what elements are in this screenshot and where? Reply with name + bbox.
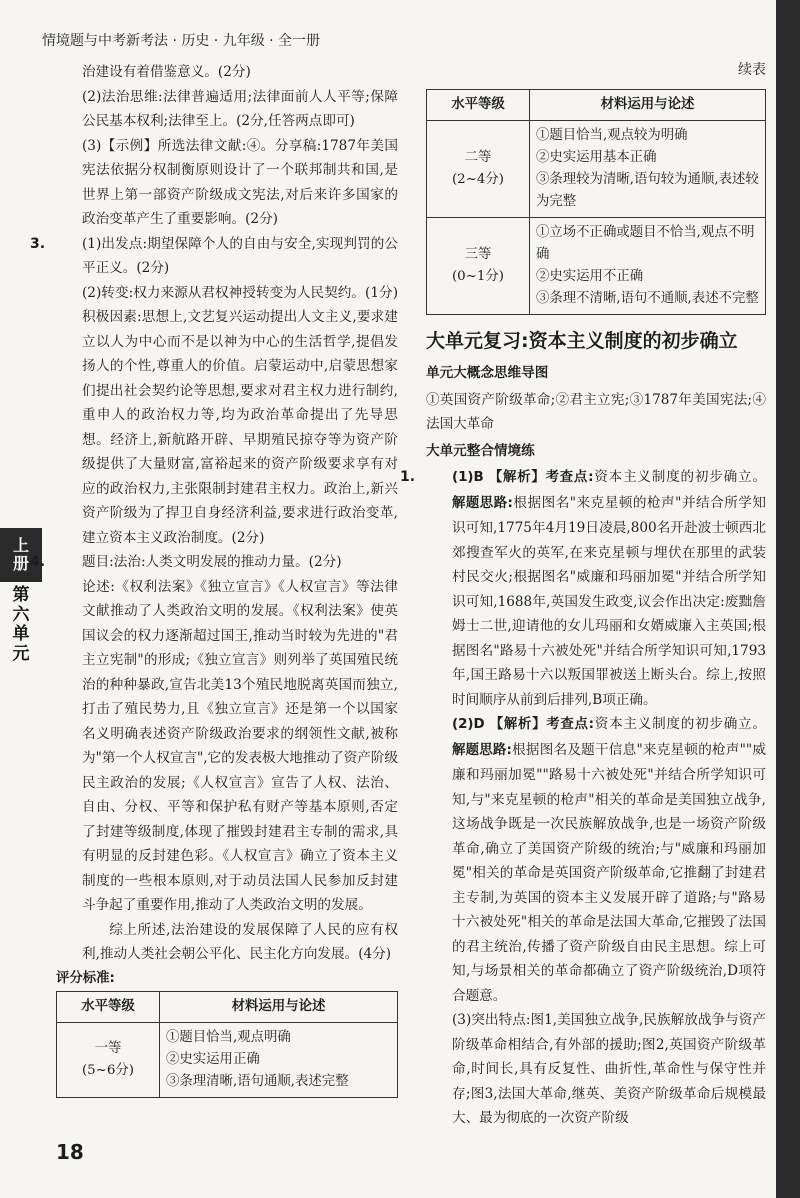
- analysis-text: 根据图名"来克星顿的枪声"并结合所学知识可知,1775年4月19日凌晨,800名开赴波士顿西北郊搜查军火的英军,在来克星顿与埋伏在那里的武装村民交火;根据图名"威廉和玛丽加冕"并结合所学知识可知,1688年,英国发生政变,议会作出决定:废黜詹姆士二世,迎请他的女儿玛丽和女婿威廉入主英国;根据图名"路易十六被处死"并结合所学知识可知,1793年,国王路易十六以叛国罪被送上断头台。综上,按照时间顺序从前到后排列,B项正确。: [452, 494, 766, 708]
- mindmap-text: ①英国资产阶级革命;②君主立宪;③1787年美国宪法;④法国大革命: [426, 391, 766, 432]
- unit-label: [0, 586, 42, 664]
- level-name: 二等: [464, 149, 492, 165]
- analysis-tag: 【解析】考查点:: [488, 470, 594, 485]
- table-row: [427, 217, 766, 314]
- idea-label: 解题思路:: [452, 742, 512, 758]
- criteria-item: ①题目恰当,观点较为明确: [536, 127, 688, 143]
- section-title: 大单元复习:资本主义制度的初步确立: [426, 329, 738, 352]
- left-column: [30, 60, 398, 1098]
- running-header: 情境题与中考新考法 · 历史 · 九年级 · 全一册: [42, 33, 321, 49]
- question-4: [30, 550, 398, 967]
- criteria-item: ③条理较为清晰,语句较为通顺,表述较为完整: [536, 171, 759, 209]
- question-3: [30, 232, 398, 551]
- table-row: [57, 1023, 398, 1098]
- criteria-item: ③条理清晰,语句通顺,表述完整: [166, 1074, 349, 1089]
- answer-line: 治建设有着借鉴意义。(2分): [82, 64, 251, 80]
- level-name: 一等: [94, 1041, 122, 1056]
- answer-key: (2)D: [452, 717, 485, 732]
- exam-point: 资本主义制度的初步确立。: [593, 469, 767, 485]
- volume-tab-char: 上: [12, 536, 29, 556]
- answer-line: (2)法治思维:法律普遍适用;法律面前人人平等;保障公民基本权利;法律至上。(2分,任答两点即可): [82, 88, 398, 129]
- criteria-cell: [530, 120, 766, 217]
- scoring-table-continued: [426, 89, 766, 315]
- level-range: (5~6分): [81, 1063, 135, 1078]
- unit-label-char: 元: [12, 643, 30, 664]
- criteria-item: ②史实运用基本正确: [536, 149, 657, 165]
- idea-label: 解题思路:: [452, 495, 513, 511]
- volume-tab-char: 册: [12, 554, 29, 573]
- unit-label-char: 单: [12, 624, 30, 645]
- unit-label-char: 六: [12, 604, 30, 625]
- question-1: [400, 465, 767, 1131]
- level-cell: [427, 120, 530, 217]
- answer-paragraph: 论述:《权利法案》《独立宣言》《人权宣言》等法律文献推动了人类政治文明的发展。《权利法案》使英国议会的权力逐渐超过国王,推动当时较为先进的"君主立宪制"的形成;《独立宣言》则列举了英国殖民统治的种种暴政,宣告北美13个殖民地脱离英国而独立,打击了殖民势力,且《独立宣言》还是第一个以国家名义明确表述资产阶级政治要求的纲领性文献,被称为"第一个人权宣言",它的发表极大地推动了资产阶级民主政治的发展;《人权宣言》宣告了人权、法治、自由、分权、平等和保护私有财产等基本原则,否定了封建等级制度,体现了摧毁封建君主专制的需求,具有明显的反封建色彩。《人权宣言》确立了资本主义制度的一些根本原则,对于动员法国人民参加反封建斗争起了重要作用,推动了人类政治文明的发展。: [82, 578, 398, 913]
- continued-label: 续表: [738, 62, 766, 78]
- right-edge-band: [776, 0, 800, 1198]
- answer-paragraph: 综上所述,法治建设的发展保障了人民的应有权利,推动人类社会朝公平化、民主化方向发展。(4分): [82, 921, 398, 962]
- criteria-item: ②史实运用不正确: [536, 268, 644, 284]
- answer-line: (3)【示例】所选法律文献:④。分享稿:1787年美国宪法依据分权制衡原则设计了一个联邦制共和国,是世界上第一部资产阶级成文宪法,对后来许多国家的政治变革产生了重要影响。(2分): [82, 137, 398, 227]
- answer-paragraph: (1)出发点:期望保障个人的自由与安全,实现判罚的公平正义。(2分): [82, 235, 398, 276]
- question-number: 1.: [400, 469, 416, 485]
- scoring-table: [56, 991, 398, 1098]
- page-number: 18: [56, 1140, 84, 1164]
- criteria-item: ③条理不清晰,语句不通顺,表述不完整: [536, 290, 759, 306]
- criteria-item: ①立场不正确或题目不恰当,观点不明确: [536, 224, 755, 262]
- criteria-item: ①题目恰当,观点明确: [166, 1030, 291, 1045]
- level-range: (0~1分): [451, 268, 505, 284]
- level-name: 三等: [464, 246, 492, 262]
- question-number: 3.: [30, 235, 46, 252]
- criteria-cell: [160, 1023, 398, 1098]
- criteria-item: ②史实运用正确: [166, 1052, 260, 1067]
- scoring-label: 评分标准:: [56, 970, 115, 986]
- table-row: [427, 120, 766, 217]
- analysis-text: 根据图名及题干信息"来克星顿的枪声""威廉和玛丽加冕""路易十六被处死"并结合所学知识可知,与"来克星顿的枪声"相关的革命是美国独立战争,这场战争既是一次民族解放战争,也是一场资产阶级革命,确立了美国资产阶级的统治;与"威廉和玛丽加冕"相关的革命是英国资产阶级革命,它推翻了封建君主专制,为英国的资本主义发展开辟了道路;与"路易十六被处死"相关的革命是法国大革命,它摧毁了法国的君主统治,传播了资产阶级自由民主思想。综上可知,与场景相关的革命都确立了资产阶级统治,D项符合题意。: [452, 741, 766, 1004]
- table-header: 水平等级: [427, 89, 530, 120]
- question-number: 4.: [30, 554, 46, 570]
- practice-title: 大单元整合情境练: [426, 442, 535, 459]
- unit-label-char: 第: [12, 585, 30, 605]
- mindmap-title: 单元大概念思维导图: [426, 365, 549, 381]
- level-cell: [427, 217, 530, 314]
- criteria-cell: [530, 217, 766, 314]
- level-cell: [57, 1023, 160, 1098]
- answer-key: (1)B: [452, 470, 484, 485]
- answer-paragraph: (3)突出特点:图1,美国独立战争,民族解放战争与资产阶级革命相结合,有外部的援助;图2,英国资产阶级革命,时间长,具有反复性、曲折性,革命性与保守性并存;图3,法国大革命,继英、美资产阶级革命后规模最大、最为彻底的一次资产阶级: [452, 1012, 766, 1126]
- answer-paragraph: [452, 465, 766, 712]
- answer-paragraph: [452, 712, 766, 1008]
- answer-paragraph: 题目:法治:人类文明发展的推动力量。(2分): [82, 554, 342, 570]
- right-column: [400, 60, 767, 1131]
- answer-paragraph: (2)转变:权力来源从君权神授转变为人民契约。(1分)积极因素:思想上,文艺复兴运动提出人文主义,要求建立以人为中心而不是以神为中心的生活哲学,提倡发扬人的个性,尊重人的价值。启蒙运动中,启蒙思想家们提出社会契约论等思想,要求对君主权力进行制约,重申人的政治权力等,均为政治革命提出了先导思想。经济上,新航路开辟、早期殖民掠夺等为资产阶级提供了大量财富,富裕起来的资产阶级要求享有对应的政治权力,主张限制封建君主权力。政治上,新兴资产阶级为了捍卫自身经济利益,要求进行政治变革,建立资本主义政治制度。(2分): [82, 284, 398, 546]
- table-header: 材料运用与论述: [160, 992, 398, 1023]
- table-header: 水平等级: [57, 992, 160, 1023]
- level-range: (2~4分): [451, 171, 505, 187]
- analysis-tag: 【解析】考查点:: [489, 717, 595, 732]
- table-header: 材料运用与论述: [530, 89, 766, 120]
- exam-point: 资本主义制度的初步确立。: [594, 716, 766, 732]
